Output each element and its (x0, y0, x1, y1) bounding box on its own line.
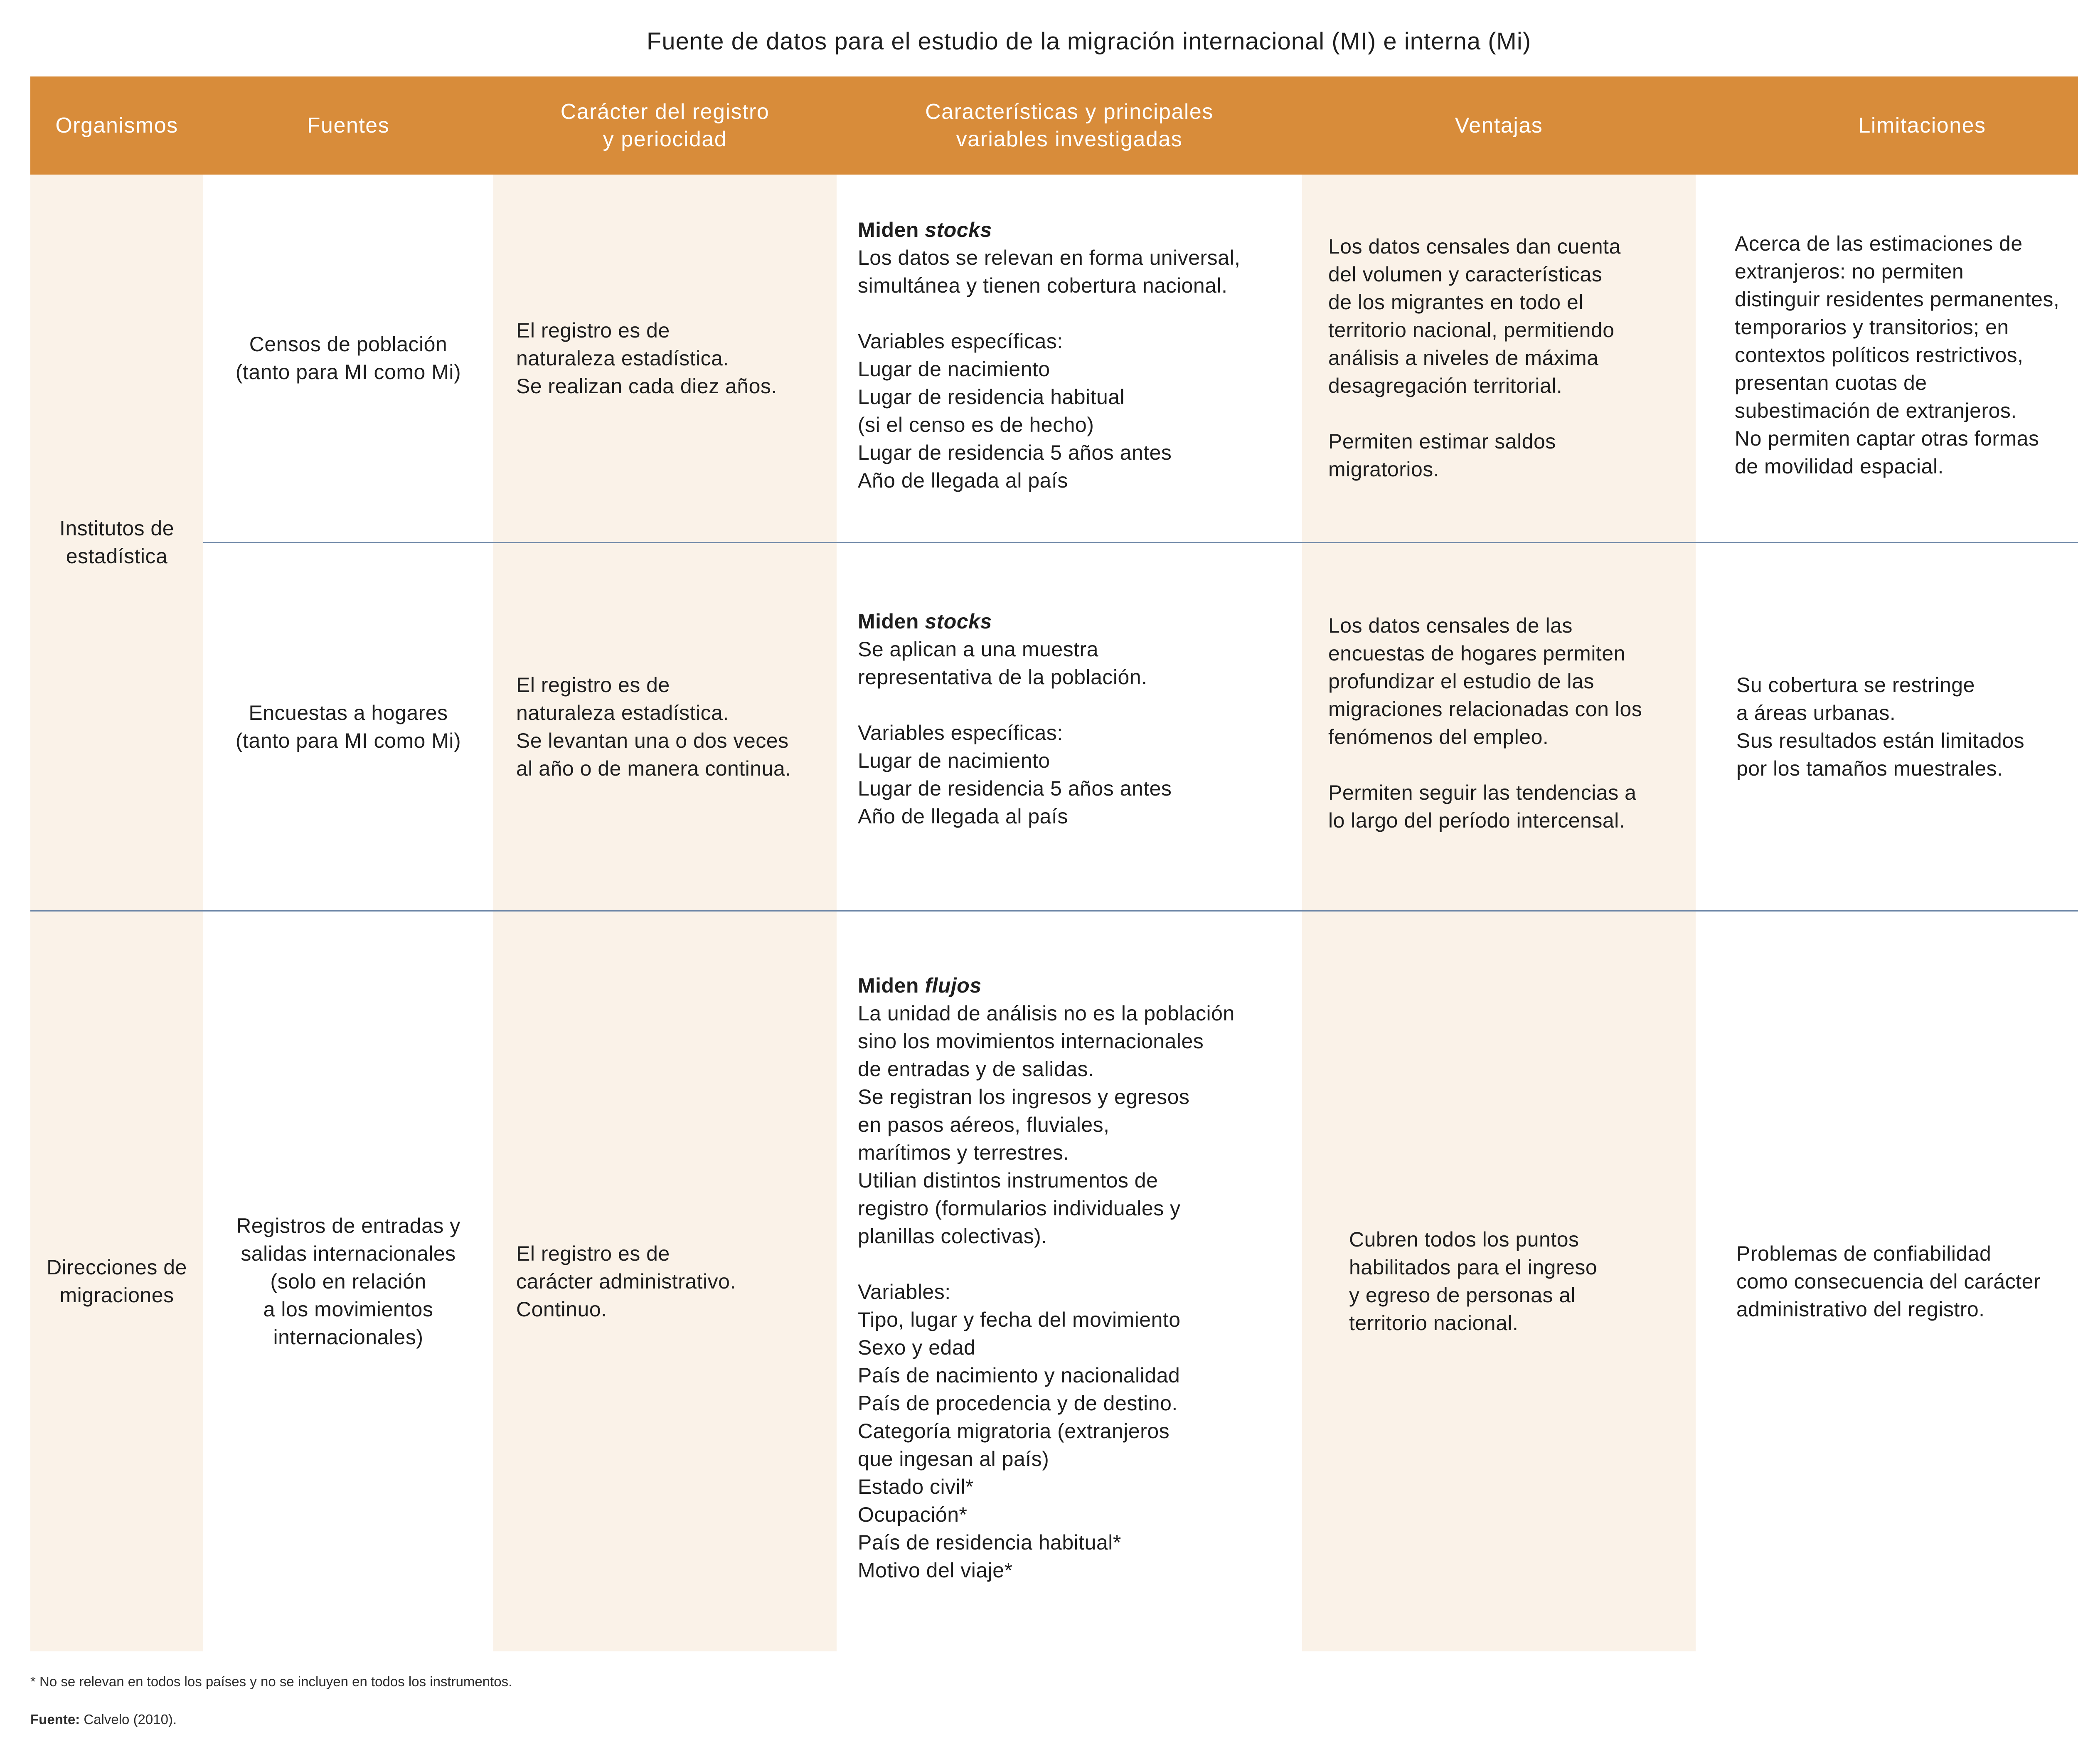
source-note (30, 1712, 177, 1727)
header-ventajas: Ventajas (1455, 113, 1543, 138)
row1-mide: Miden stocks (858, 218, 992, 241)
header-organismos: Organismos (55, 113, 178, 138)
source-label: Fuente: (30, 1712, 80, 1727)
table-header (30, 76, 2078, 175)
row1-caracter: El registro es de naturaleza estadística. Se realizan cada diez años. (516, 318, 777, 398)
row3-caracteristicas: Miden flujos La unidad de análisis no es la población sino los movimientos internacionales de entradas y de salidas. Se registran los ingresos y egresos en pasos aéreos, fluviales, marítimos y terrestres. Utilian distintos instrumentos de registro (formularios individuales y planillas colectivas). Variables: Tipo, lugar y fecha del movimiento Sexo y edad País de nacimiento y nacionalidad País de procedencia y de destino. Categoría migratoria (extranjeros que ingesan al país) Estado civil* Ocupación* País de residencia habitual* Motivo del viaje* (858, 972, 1298, 1584)
row2-mide: Miden stocks (858, 610, 992, 633)
row3-mide: Miden flujos (858, 974, 982, 997)
row1-fuente: Censos de población (tanto para MI como Mi) (235, 333, 461, 384)
organismo-direcciones: Direcciones de migraciones (47, 1256, 187, 1307)
row2-fuente: Encuestas a hogares (tanto para MI como Mi) (235, 701, 461, 752)
row2-ventajas: Los datos censales de las encuestas de hogares permiten profundizar el estudio de las migraciones relacionadas con los fenómenos del empleo. Permiten seguir las tendencias a lo largo del período intercensal. (1328, 614, 1642, 832)
row2-caracter: El registro es de naturaleza estadística. Se levantan una o dos veces al año o de manera continua. (516, 673, 791, 780)
row1-ventajas: Los datos censales dan cuenta del volumen y características de los migrantes en todo el territorio nacional, permitiendo análisis a niveles de máxima desagregación territorial. Permiten estimar saldos migratorios. (1328, 235, 1621, 481)
header-fuentes: Fuentes (307, 113, 390, 138)
header-caracter: Carácter del registro y periocidad (560, 100, 770, 151)
header-limitaciones: Limitaciones (1858, 113, 1986, 138)
row3-fuente: Registros de entradas y salidas internacionales (solo en relación a los movimientos internacionales) (236, 1214, 460, 1349)
row3-ventajas: Cubren todos los puntos habilitados para el ingreso y egreso de personas al territorio nacional. (1349, 1228, 1598, 1335)
row1-limitaciones: Acerca de las estimaciones de extranjeros: no permiten distinguir residentes permanentes, temporarios y transitorios; en contextos políticos restrictivos, presentan cuotas de subestimación de extranjeros. No permiten captar otras formas de movilidad espacial. (1735, 232, 2060, 478)
row1-caracteristicas: Miden stocks Los datos se relevan en forma universal, simultánea y tienen cobertura nacional. Variables específicas: Lugar de nacimiento Lugar de residencia habitual (si el censo es de hecho) Lugar de residencia 5 años antes Año de llegada al país (858, 216, 1298, 495)
row3-limitaciones: Problemas de confiabilidad como consecuencia del carácter administrativo del registro. (1736, 1242, 2041, 1321)
row2-caracteristicas: Miden stocks Se aplican a una muestra representativa de la población. Variables específicas: Lugar de nacimiento Lugar de residencia 5 años antes Año de llegada al país (858, 608, 1298, 830)
row2-limitaciones: Su cobertura se restringe a áreas urbanas. Sus resultados están limitados por los tamaños muestrales. (1736, 673, 2025, 780)
footnote: * No se relevan en todos los países y no se incluyen en todos los instrumentos. (30, 1674, 512, 1689)
header-caracteristicas: Características y principales variables investigadas (925, 100, 1214, 151)
source-text: Calvelo (2010). (80, 1712, 177, 1727)
organismo-institutos: Institutos de estadística (59, 517, 175, 568)
table-title: Fuente de datos para el estudio de la migración internacional (MI) e interna (Mi) (646, 28, 1531, 55)
row3-caracter: El registro es de carácter administrativo. Continuo. (516, 1242, 736, 1321)
